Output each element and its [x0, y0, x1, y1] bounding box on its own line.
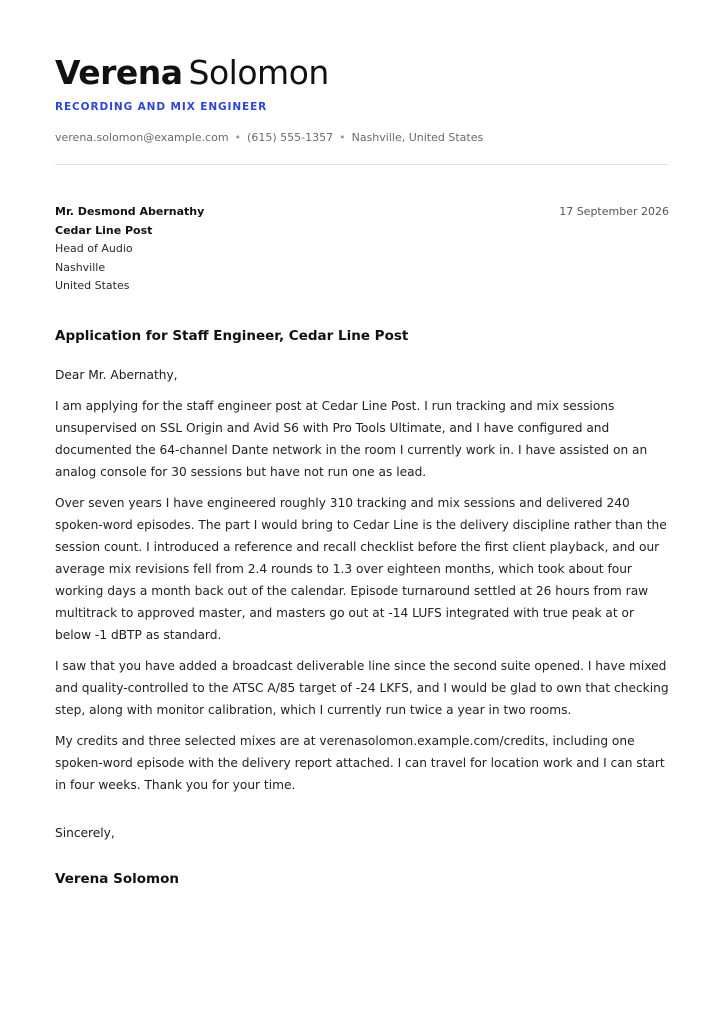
letter-date: 17 September 2026	[559, 205, 669, 218]
body-paragraph: Over seven years I have engineered roughly 310 tracking and mix sessions and delivered 240 spoken-word episodes. The part I would bring to Cedar Line is the delivery discipline rather than the session count. I introduced a reference and recall checklist before the first client playback, and our average mix revisions fell from 2.4 rounds to 1.3 over eighteen months, which took about four working days a month back out of the calendar. Episode turnaround settled at 26 hours from raw multitrack to approved master, and masters go out at -14 LUFS integrated with true peak at or below -1 dBTP as standard.	[55, 495, 667, 642]
recipient-company: Cedar Line Post	[55, 223, 153, 237]
recipient-title: Head of Audio	[55, 242, 133, 255]
separator-dot-2: •	[339, 131, 346, 144]
closing: Sincerely,	[55, 825, 115, 840]
signature-name: Verena Solomon	[55, 870, 179, 887]
body-paragraph: I saw that you have added a broadcast deliverable line since the second suite opened. I have mixed and quality-controlled to the ATSC A/85 target of -24 LKFS, and I would be glad to own that checking step, along with monitor calibration, which I currently run twice a year in two rooms.	[55, 658, 669, 717]
recipient-city: Nashville	[55, 260, 106, 274]
job-title: RECORDING AND MIX ENGINEER	[55, 101, 268, 113]
last-name: Solomon	[188, 53, 329, 92]
first-name: Verena	[55, 53, 183, 92]
body-paragraph: I am applying for the staff engineer post at Cedar Line Post. I run tracking and mix sessions unsupervised on SSL Origin and Avid S6 with Pro Tools Ultimate, and I have configured and documented the 64-channel Dante network in the room I currently work in. I have assisted on an analog console for 30 sessions but have not run one as lead.	[55, 398, 648, 479]
phone-text: (615) 555-1357	[247, 131, 334, 144]
recipient-block	[55, 203, 669, 296]
email-text: verena.solomon@example.com	[55, 131, 229, 144]
salutation: Dear Mr. Abernathy,	[55, 367, 178, 382]
recipient-country: United States	[55, 279, 130, 292]
contact-line	[55, 131, 669, 144]
separator-dot-1: •	[234, 131, 242, 144]
body-paragraph: My credits and three selected mixes are at verenasolomon.example.com/credits, including one spoken-word episode with the delivery report attached. I can travel for location work and I can start in four weeks. Thank you for your time.	[55, 733, 665, 792]
applicant-name	[55, 52, 669, 94]
header-divider	[55, 164, 669, 165]
letter-subject: Application for Staff Engineer, Cedar Line Post	[55, 327, 409, 344]
recipient-name: Mr. Desmond Abernathy	[55, 205, 205, 218]
location-text: Nashville, United States	[351, 131, 484, 144]
